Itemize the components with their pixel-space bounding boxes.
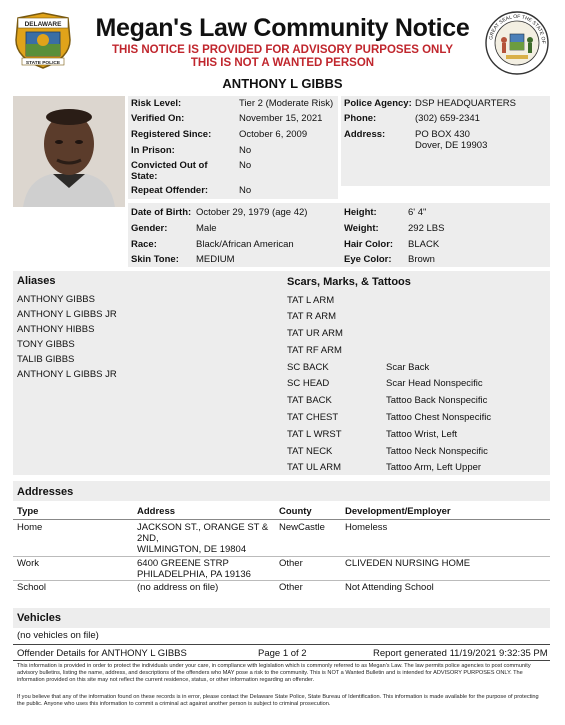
phone-label: Phone: — [344, 113, 377, 124]
footer-offender-details: Offender Details for ANTHONY L GIBBS — [17, 648, 187, 659]
mark-description: Tattoo Chest Nonspecific — [386, 412, 492, 423]
weight-value: 292 LBS — [408, 223, 445, 234]
address-employer: Not Attending School — [345, 582, 434, 593]
alias-item: TALIB GIBBS — [17, 354, 75, 365]
phone-value: (302) 659-2341 — [415, 113, 480, 124]
eye-color-value: Brown — [408, 254, 435, 265]
verified-on-label: Verified On: — [131, 113, 185, 124]
risk-level-label: Risk Level: — [131, 98, 182, 109]
mark-code: SC BACK — [287, 362, 329, 373]
mark-code: TAT UL ARM — [287, 462, 342, 473]
svg-text:GREAT SEAL OF THE STATE OF DEL: GREAT SEAL OF THE STATE OF — [488, 13, 547, 44]
table-divider — [13, 580, 550, 581]
convicted-out-of-state-value: No — [239, 160, 252, 171]
state-seal — [484, 10, 550, 76]
mark-code: TAT R ARM — [287, 311, 337, 322]
height-value: 6' 4" — [408, 207, 427, 218]
footer-report-generated: Report generated 11/19/2021 9:32:35 PM — [373, 648, 548, 659]
skin-tone-value: MEDIUM — [196, 254, 235, 265]
column-employer: Development/Employer — [345, 506, 451, 517]
mark-description: Scar Head Nonspecific — [386, 378, 483, 389]
eye-color-label: Eye Color: — [344, 254, 392, 265]
addresses-heading: Addresses — [17, 486, 74, 498]
footer-divider — [13, 644, 550, 645]
address-county: Other — [279, 582, 303, 593]
registered-since-value: October 6, 2009 — [239, 129, 308, 140]
alias-item: ANTHONY GIBBS — [17, 294, 95, 305]
mark-description: Tattoo Wrist, Left — [386, 429, 458, 440]
address-line: WILMINGTON, DE 19804 — [137, 544, 247, 555]
address-type: Work — [17, 558, 39, 569]
footer-divider — [13, 660, 550, 661]
column-type: Type — [17, 506, 39, 517]
address-type: Home — [17, 522, 43, 533]
alias-item: ANTHONY HIBBS — [17, 324, 95, 335]
table-divider — [13, 519, 550, 520]
alias-item: ANTHONY L GIBBS JR — [17, 309, 117, 320]
race-label: Race: — [131, 239, 157, 250]
alias-item: ANTHONY L GIBBS JR — [17, 369, 117, 380]
weight-label: Weight: — [344, 223, 379, 234]
agency-address-line2: Dover, DE 19903 — [415, 140, 488, 151]
addresses-header-bar — [13, 481, 550, 501]
vehicles-header-bar — [13, 608, 550, 628]
dob-value: October 29, 1979 (age 42) — [196, 207, 308, 218]
repeat-offender-value: No — [239, 185, 252, 196]
registered-since-label: Registered Since: — [131, 129, 212, 140]
disclaimer-paragraph: If you believe that any of the information found on these records is in error, please contact the Delaware State Police, State Bureau of Identification. This information is made available for the purpose of protecting the public. Anyone who uses this information to commit a criminal act against another person is subject to criminal prosecution. — [17, 694, 539, 707]
vehicles-note: (no vehicles on file) — [17, 630, 99, 641]
race-value: Black/African American — [196, 239, 294, 250]
marks-heading: Scars, Marks, & Tattoos — [287, 276, 411, 288]
hair-color-label: Hair Color: — [344, 239, 394, 250]
mark-code: TAT CHEST — [287, 412, 339, 423]
aliases-heading: Aliases — [17, 275, 56, 287]
skin-tone-label: Skin Tone: — [131, 254, 179, 265]
mark-code: SC HEAD — [287, 378, 330, 389]
address-label: Address: — [344, 129, 386, 140]
gender-value: Male — [196, 223, 217, 234]
hair-color-value: BLACK — [408, 239, 440, 250]
vehicles-heading: Vehicles — [17, 612, 62, 624]
page-title: Megan's Law Community Notice — [95, 14, 470, 42]
address-line: 6400 GREENE STRP — [137, 558, 229, 569]
risk-level-value: Tier 2 (Moderate Risk) — [239, 98, 334, 109]
mark-code: TAT BACK — [287, 395, 332, 406]
not-wanted-notice: THIS IS NOT A WANTED PERSON — [190, 57, 375, 69]
footer-page-number: Page 1 of 2 — [258, 648, 307, 659]
offender-name: ANTHONY L GIBBS — [222, 76, 343, 91]
address-line: JACKSON ST., ORANGE ST & — [137, 522, 269, 533]
offender-photo — [13, 96, 125, 207]
convicted-out-of-state-label: Convicted Out of State: — [131, 160, 208, 182]
address-line: (no address on file) — [137, 582, 219, 593]
mark-code: TAT L ARM — [287, 295, 335, 306]
agency-address-line1: PO BOX 430 — [415, 129, 470, 140]
column-address: Address — [137, 506, 176, 517]
gender-label: Gender: — [131, 223, 168, 234]
in-prison-label: In Prison: — [131, 145, 175, 156]
police-agency-label: Police Agency: — [344, 98, 412, 109]
verified-on-value: November 15, 2021 — [239, 113, 323, 124]
svg-text:DELAWARE: DELAWARE — [24, 21, 62, 28]
disclaimer-paragraph: This information is provided in order to protect the individuals under your care, in compliance with legislation which is commonly referred to as Megan's Law. The law permits police agencies to post community advisory bulletins, listing the name, address, and descriptions of the offenders who MAY pose a risk to the community. This is NOT a Wanted Bulletin and is intended for ADVISORY PURPOSES ONLY. The information provided on this site may not reflect the current residence, status, or other information regarding an offender. — [17, 663, 531, 683]
mark-code: TAT NECK — [287, 446, 333, 457]
height-label: Height: — [344, 207, 377, 218]
column-county: County — [279, 506, 312, 517]
address-line: 2ND, — [137, 533, 159, 544]
table-divider — [13, 556, 550, 557]
repeat-offender-label: Repeat Offender: — [131, 185, 209, 196]
address-employer: Homeless — [345, 522, 388, 533]
svg-text:STATE POLICE: STATE POLICE — [25, 61, 61, 66]
address-type: School — [17, 582, 47, 593]
mark-description: Tattoo Arm, Left Upper — [386, 462, 482, 473]
advisory-notice: THIS NOTICE IS PROVIDED FOR ADVISORY PURPOSES ONLY — [111, 44, 453, 56]
address-employer: CLIVEDEN NURSING HOME — [345, 558, 471, 569]
address-county: Other — [279, 558, 303, 569]
mark-code: TAT L WRST — [287, 429, 342, 440]
mark-description: Tattoo Neck Nonspecific — [386, 446, 488, 457]
alias-item: TONY GIBBS — [17, 339, 75, 350]
address-county: NewCastle — [279, 522, 325, 533]
physical-description-panel — [128, 203, 550, 267]
in-prison-value: No — [239, 145, 252, 156]
police-agency-value: DSP HEADQUARTERS — [415, 98, 517, 109]
dob-label: Date of Birth: — [131, 207, 192, 218]
address-line: PHILADELPHIA, PA 19136 — [137, 569, 251, 580]
mark-code: TAT UR ARM — [287, 328, 343, 339]
mark-description: Scar Back — [386, 362, 430, 373]
mark-description: Tattoo Back Nonspecific — [386, 395, 488, 406]
mark-code: TAT RF ARM — [287, 345, 342, 356]
